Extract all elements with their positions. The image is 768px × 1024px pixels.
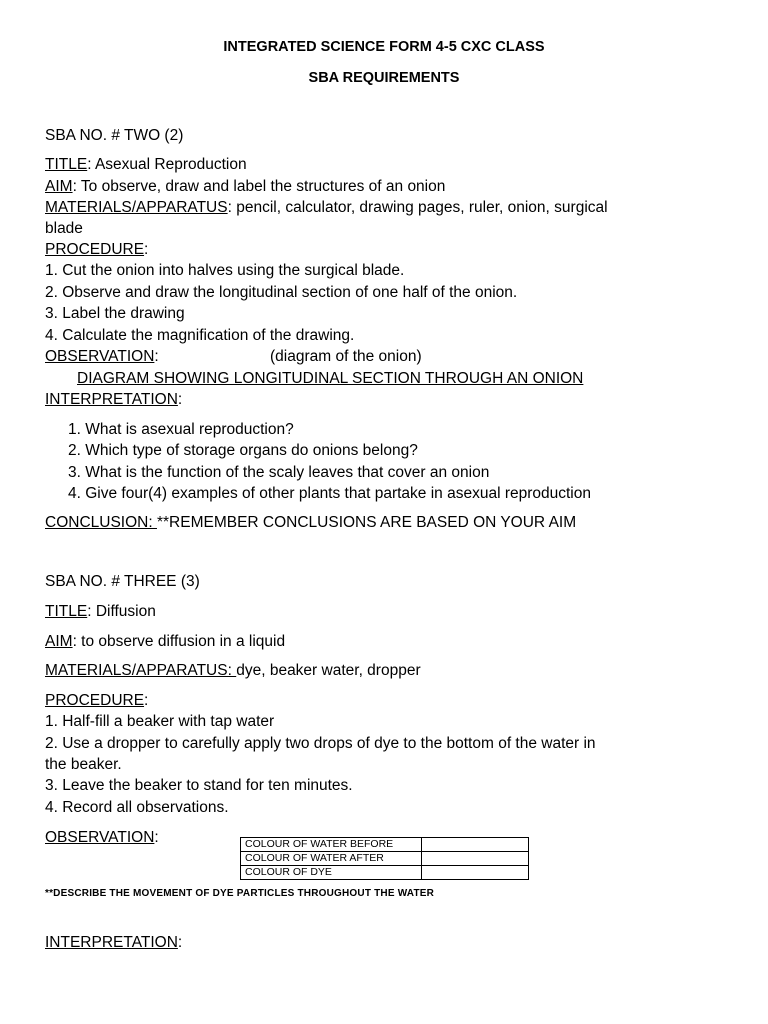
sba2-title-value: : Asexual Reproduction bbox=[87, 156, 247, 173]
sba2-materials-value: : pencil, calculator, drawing pages, ruler, onion, surgical bbox=[227, 199, 608, 216]
sba2-step: 4. Calculate the magnification of the drawing. bbox=[45, 327, 355, 344]
sba3-aim-value: : to observe diffusion in a liquid bbox=[72, 633, 286, 650]
sba2-conclusion-label: CONCLUSION: bbox=[45, 514, 157, 531]
table-row bbox=[241, 866, 529, 880]
sba2-materials-cont: blade bbox=[45, 220, 83, 237]
sba2-aim-line bbox=[45, 177, 445, 197]
sba2-aim-label: AIM bbox=[45, 178, 73, 195]
sba3-title-line bbox=[45, 602, 156, 622]
sba3-materials-value: dye, beaker water, dropper bbox=[236, 662, 421, 679]
sba2-interpretation-line bbox=[45, 390, 182, 410]
sba2-materials-line bbox=[45, 198, 608, 218]
sba2-question: 4. Give four(4) examples of other plants that partake in asexual reproduction bbox=[68, 485, 591, 502]
sba3-step: 3. Leave the beaker to stand for ten minutes. bbox=[45, 777, 353, 794]
sba2-procedure-label: PROCEDURE bbox=[45, 241, 145, 258]
sba2-observation-note: (diagram of the onion) bbox=[270, 348, 422, 365]
sba2-observation-label: OBSERVATION bbox=[45, 348, 155, 365]
sba3-title-label: TITLE bbox=[45, 603, 88, 620]
sba3-step: the beaker. bbox=[45, 756, 122, 773]
sba2-heading: SBA NO. # TWO (2) bbox=[45, 127, 184, 144]
sba3-observation-colon: : bbox=[154, 829, 159, 846]
table-cell-value[interactable] bbox=[422, 852, 529, 866]
sba2-conclusion-line bbox=[45, 513, 576, 533]
sba2-title-label: TITLE bbox=[45, 156, 88, 173]
sba2-step: 3. Label the drawing bbox=[45, 305, 185, 322]
sba2-title-line bbox=[45, 155, 247, 175]
sba2-diagram-caption: DIAGRAM SHOWING LONGITUDINAL SECTION THROUGH AN ONION bbox=[77, 370, 584, 387]
table-cell-label: COLOUR OF WATER AFTER bbox=[241, 852, 422, 866]
sba2-conclusion-value: **REMEMBER CONCLUSIONS ARE BASED ON YOUR AIM bbox=[156, 514, 577, 531]
sba3-step: 4. Record all observations. bbox=[45, 799, 229, 816]
sba2-question: 2. Which type of storage organs do onions belong? bbox=[68, 442, 418, 459]
sba3-interpretation-colon: : bbox=[177, 934, 183, 951]
sba3-step: 2. Use a dropper to carefully apply two drops of dye to the bottom of the water in bbox=[45, 735, 596, 752]
document-title: INTEGRATED SCIENCE FORM 4-5 CXC CLASS bbox=[223, 39, 545, 55]
table-row bbox=[241, 838, 529, 852]
sba2-observation-colon: : bbox=[154, 348, 159, 365]
table-cell-value[interactable] bbox=[422, 866, 529, 880]
sba3-observation-line bbox=[45, 828, 159, 848]
sba3-heading: SBA NO. # THREE (3) bbox=[45, 573, 200, 590]
sba3-title-value: : Diffusion bbox=[87, 603, 156, 620]
sba2-procedure-line bbox=[45, 240, 148, 260]
sba2-step: 1. Cut the onion into halves using the surgical blade. bbox=[45, 262, 405, 279]
sba2-procedure-colon: : bbox=[144, 241, 149, 258]
sba3-procedure-colon: : bbox=[144, 692, 149, 709]
sba3-aim-label: AIM bbox=[45, 633, 73, 650]
sba3-procedure-label: PROCEDURE bbox=[45, 692, 145, 709]
sba2-step: 2. Observe and draw the longitudinal section of one half of the onion. bbox=[45, 284, 518, 301]
table-cell-label: COLOUR OF DYE bbox=[241, 866, 422, 880]
table-row bbox=[241, 852, 529, 866]
table-cell-value[interactable] bbox=[422, 838, 529, 852]
sba3-note: **DESCRIBE THE MOVEMENT OF DYE PARTICLES THROUGHOUT THE WATER bbox=[45, 888, 435, 899]
sba3-aim-line bbox=[45, 632, 285, 652]
sba3-interpretation-label: INTERPRETATION bbox=[45, 934, 178, 951]
sba2-question: 3. What is the function of the scaly leaves that cover an onion bbox=[68, 464, 490, 481]
sba3-procedure-line bbox=[45, 691, 148, 711]
sba3-materials-line bbox=[45, 661, 421, 681]
sba2-interpretation-colon: : bbox=[177, 391, 183, 408]
sba3-materials-label: MATERIALS/APPARATUS: bbox=[45, 662, 237, 679]
observation-table bbox=[240, 837, 529, 880]
sba2-materials-label: MATERIALS/APPARATUS bbox=[45, 199, 228, 216]
sba2-interpretation-label: INTERPRETATION bbox=[45, 391, 178, 408]
sba2-question: 1. What is asexual reproduction? bbox=[68, 421, 294, 438]
document-subtitle: SBA REQUIREMENTS bbox=[308, 70, 460, 86]
sba3-interpretation-line bbox=[45, 933, 182, 953]
sba3-step: 1. Half-fill a beaker with tap water bbox=[45, 713, 275, 730]
sba3-observation-label: OBSERVATION bbox=[45, 829, 155, 846]
sba2-aim-value: : To observe, draw and label the structures of an onion bbox=[72, 178, 446, 195]
sba2-observation-line bbox=[45, 347, 159, 367]
table-cell-label: COLOUR OF WATER BEFORE bbox=[241, 838, 422, 852]
